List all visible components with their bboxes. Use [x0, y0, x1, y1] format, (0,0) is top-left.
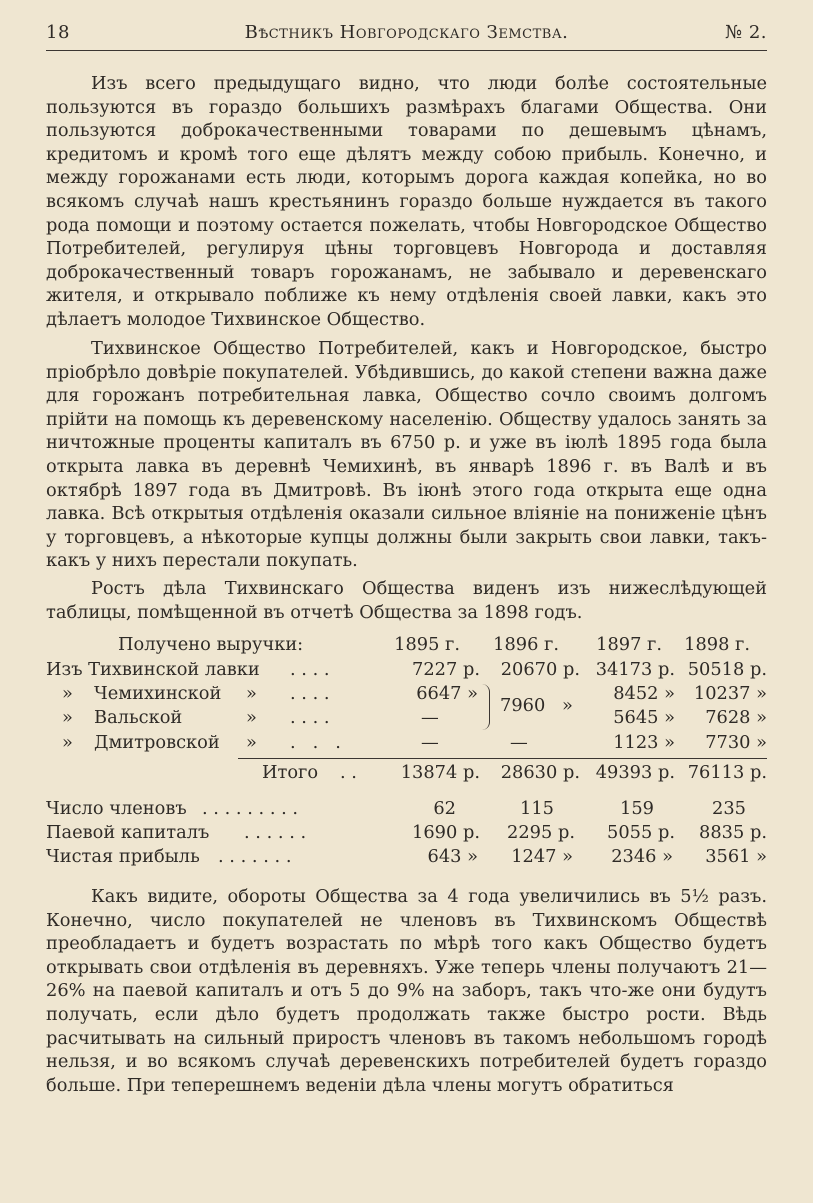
stat-cell: 62 [433, 798, 456, 819]
header-rule [46, 50, 767, 51]
table-cell: — [421, 732, 439, 753]
table-cell: 10237 » [693, 683, 767, 704]
table-cell: 34173 р. [595, 659, 675, 680]
stat-label: Число членовъ [46, 798, 187, 819]
table-cell: 8452 » [613, 683, 675, 704]
dot-leader: . . . . [290, 659, 330, 680]
table-cell: 5645 » [613, 707, 675, 728]
dot-leader: . . . . . . [244, 822, 307, 843]
ditto-mark: » [62, 732, 73, 753]
table-cell: — [421, 707, 439, 728]
paragraph-3: Ростъ дѣла Тихвинскаго Общества виденъ изъ нижеслѣдующей таблицы, помѣщенной въ отчетѣ Общества за 1898 годъ. [46, 578, 767, 623]
ditto-mark: » [246, 732, 257, 753]
page-number: 18 [46, 22, 70, 43]
table-cell: 7227 р. [412, 659, 480, 680]
table-cell: 7628 » [705, 707, 767, 728]
stat-cell: 115 [520, 798, 554, 819]
table-cell: — [510, 732, 528, 753]
page-header [46, 22, 767, 48]
total-rule [238, 758, 767, 759]
ditto-mark: » [62, 683, 73, 704]
table-cell: 6647 » [416, 683, 478, 704]
dot-leader: . . . . . . . [218, 846, 292, 867]
stat-label: Чистая прибыль [46, 846, 200, 867]
issue-number: № 2. [725, 22, 767, 43]
paragraph-2: Тихвинское Общество Потребителей, какъ и Новгородское, быстро пріобрѣло довѣріе покупателей. Убѣдившись, до какой степени важна даже для горожанъ потребительная лавка, Общество сочло своимъ долгомъ прійти на помощь къ деревенскому населенію. Обществу удалось занять за ничтожные проценты капиталъ въ 6750 р. и уже въ іюлѣ 1895 года была открыта лавка въ деревнѣ Чемихинѣ, въ январѣ 1896 г. въ Валѣ и въ октябрѣ 1897 года въ Дмитровѣ. Въ іюнѣ этого года открыта еще одна лавка. Всѣ открытыя отдѣленія оказали сильное вліяніе на пониженіе цѣнъ у торговцевъ, а нѣкоторые купцы должны были закрыть свои лавки, такъ-какъ у нихъ перестали покупать. [46, 338, 767, 572]
journal-title: Вѣстникъ Новгородскаго Земства. [244, 22, 569, 43]
stat-cell: 643 » [427, 846, 478, 867]
stat-cell: 2295 р. [507, 822, 575, 843]
dot-leader: . . [340, 762, 357, 783]
stat-label: Паевой капиталъ [46, 822, 210, 843]
table-cell: 1123 » [613, 732, 675, 753]
stat-cell: 3561 » [705, 846, 767, 867]
ditto-mark: » [246, 683, 257, 704]
braced-value: 7960 [500, 695, 546, 716]
table-cell: 20670 р. [500, 659, 580, 680]
total-cell: 76113 р. [687, 762, 767, 783]
stat-cell: 1247 » [511, 846, 573, 867]
year-header: 1895 г. [394, 634, 460, 655]
year-header: 1897 г. [596, 634, 662, 655]
dot-leader: . . . . [290, 683, 330, 704]
stat-cell: 1690 р. [412, 822, 480, 843]
dot-leader: . . . . [290, 707, 330, 728]
row-label: Вальской [94, 707, 183, 728]
ditto-mark: » [246, 707, 257, 728]
paragraph-1: Изъ всего предыдущаго видно, что люди болѣе состоятельные пользуются въ гораздо большихъ размѣрахъ благами Общества. Они пользуются доброкачественными товарами по дешевымъ цѣнамъ, кредитомъ и кромѣ того еще дѣлятъ между собою прибыль. Конечно, и между горожанами есть люди, которымъ дорога каждая копейка, но во всякомъ случаѣ нашъ крестьянинъ гораздо больше нуждается въ такого рода помощи и поэтому остается пожелать, чтобы Новгородское Общество Потребителей, регулируя цѣны торговцевъ Новгорода и доставляя доброкачественный товаръ горожанамъ, не забывало и деревенскаго жителя, и открывало поближе къ нему отдѣленія своей лавки, какъ это дѣлаетъ молодое Тихвинское Общество. [46, 73, 767, 330]
dot-leader: . . . [290, 732, 341, 753]
row-label: Чемихинской [94, 683, 222, 704]
ditto-mark: » [562, 695, 573, 716]
stat-cell: 5055 р. [607, 822, 675, 843]
table-cell: 50518 р. [687, 659, 767, 680]
paragraph-4: Какъ видите, обороты Общества за 4 года увеличились въ 5½ разъ. Конечно, число покупателей не членовъ въ Тихвинскомъ Обществѣ преобладаетъ и будетъ возрастать по мѣрѣ того какъ Общество будетъ открывать свои отдѣленія въ деревняхъ. Уже теперь члены получаютъ 21—26% на паевой капиталъ и отъ 5 до 9% на заборъ, такъ что-же они будутъ получать, если дѣло будетъ продолжать также быстро рости. Вѣдь расчитывать на сильный приростъ членовъ въ такомъ небольшомъ городѣ нельзя, и во всякомъ случаѣ деревенскихъ потребителей будетъ гораздо больше. При теперешнемъ веденіи дѣла члены могутъ обратиться [46, 886, 767, 1096]
year-header: 1896 г. [493, 634, 559, 655]
dot-leader: . . . . . . . . . [202, 798, 299, 819]
row-label: Дмитровской [94, 732, 220, 753]
stat-cell: 2346 » [611, 846, 673, 867]
total-cell: 28630 р. [500, 762, 580, 783]
row-label: Изъ Тихвинской лавки [46, 659, 260, 680]
stat-cell: 235 [712, 798, 746, 819]
table-cell: 7730 » [705, 732, 767, 753]
total-cell: 49393 р. [595, 762, 675, 783]
ditto-mark: » [62, 707, 73, 728]
table-header-label: Получено выручки: [118, 634, 304, 655]
curly-brace [482, 684, 490, 730]
total-cell: 13874 р. [400, 762, 480, 783]
stat-cell: 159 [620, 798, 654, 819]
total-label: Итого [262, 762, 319, 783]
year-header: 1898 г. [684, 634, 750, 655]
stat-cell: 8835 р. [699, 822, 767, 843]
